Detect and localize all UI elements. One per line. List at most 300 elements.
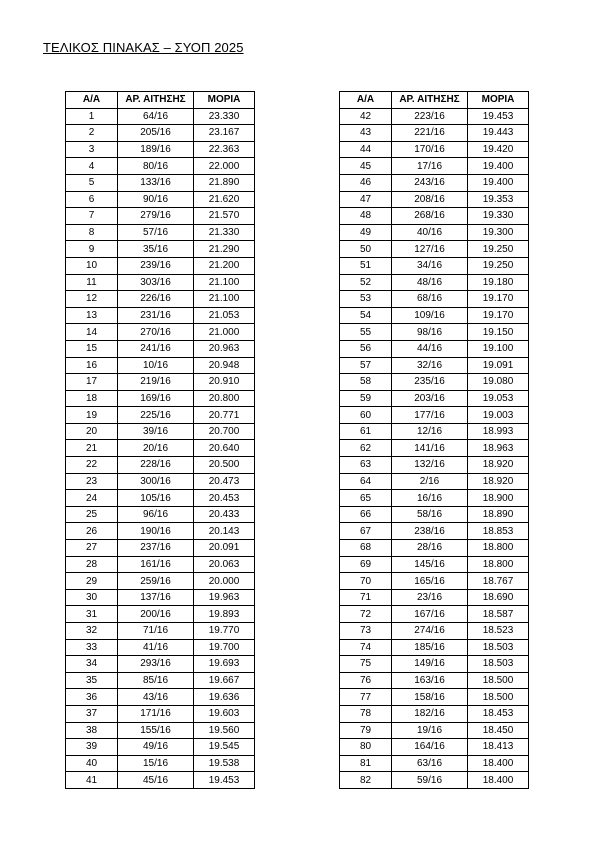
table-row [340,457,529,474]
cell-application-number: 32/16 [392,357,468,374]
cell-points: 19.091 [468,357,529,374]
cell-serial: 2 [66,125,118,142]
cell-points: 19.170 [468,307,529,324]
table-row [340,374,529,391]
cell-points: 18.920 [468,457,529,474]
cell-points: 18.767 [468,573,529,590]
cell-serial: 71 [340,589,392,606]
cell-serial: 38 [66,722,118,739]
cell-points: 18.453 [468,705,529,722]
cell-serial: 35 [66,672,118,689]
cell-application-number: 237/16 [118,540,194,557]
cell-application-number: 96/16 [118,506,194,523]
table-row [340,490,529,507]
cell-points: 19.003 [468,407,529,424]
cell-points: 20.640 [194,440,255,457]
cell-points: 19.453 [194,772,255,789]
cell-application-number: 49/16 [118,739,194,756]
cell-points: 21.330 [194,224,255,241]
cell-points: 20.063 [194,556,255,573]
cell-points: 19.700 [194,639,255,656]
cell-points: 18.853 [468,523,529,540]
cell-points: 19.770 [194,623,255,640]
cell-serial: 33 [66,639,118,656]
table-row [340,324,529,341]
table-row [66,357,255,374]
cell-serial: 43 [340,125,392,142]
cell-serial: 5 [66,174,118,191]
cell-application-number: 293/16 [118,656,194,673]
cell-points: 19.545 [194,739,255,756]
table-row [66,141,255,158]
cell-points: 19.893 [194,606,255,623]
cell-application-number: 90/16 [118,191,194,208]
cell-serial: 63 [340,457,392,474]
cell-application-number: 63/16 [392,755,468,772]
table-row [66,672,255,689]
cell-points: 23.167 [194,125,255,142]
cell-points: 18.800 [468,556,529,573]
table-row [340,506,529,523]
cell-points: 18.900 [468,490,529,507]
table-row [66,340,255,357]
cell-application-number: 2/16 [392,473,468,490]
table-row [66,556,255,573]
cell-points: 21.620 [194,191,255,208]
cell-points: 18.503 [468,656,529,673]
table-row [66,307,255,324]
cell-points: 18.503 [468,639,529,656]
cell-serial: 12 [66,291,118,308]
cell-serial: 56 [340,340,392,357]
cell-points: 20.771 [194,407,255,424]
table-row [340,340,529,357]
table-row [66,589,255,606]
cell-serial: 6 [66,191,118,208]
cell-serial: 14 [66,324,118,341]
cell-application-number: 225/16 [118,407,194,424]
table-row [66,291,255,308]
cell-points: 19.453 [468,108,529,125]
cell-serial: 40 [66,755,118,772]
table-row [340,423,529,440]
cell-application-number: 71/16 [118,623,194,640]
cell-points: 19.636 [194,689,255,706]
table-row [66,274,255,291]
cell-serial: 58 [340,374,392,391]
cell-points: 18.890 [468,506,529,523]
table-row [66,208,255,225]
header-row [340,92,529,109]
cell-application-number: 57/16 [118,224,194,241]
cell-application-number: 133/16 [118,174,194,191]
table-row [340,540,529,557]
cell-points: 21.053 [194,307,255,324]
cell-application-number: 189/16 [118,141,194,158]
cell-application-number: 226/16 [118,291,194,308]
table-row [66,440,255,457]
table-row [340,257,529,274]
cell-serial: 11 [66,274,118,291]
cell-application-number: 165/16 [392,573,468,590]
table-row [340,523,529,540]
cell-points: 20.143 [194,523,255,540]
table-row [340,705,529,722]
cell-serial: 27 [66,540,118,557]
cell-serial: 21 [66,440,118,457]
cell-serial: 29 [66,573,118,590]
cell-serial: 42 [340,108,392,125]
cell-serial: 44 [340,141,392,158]
table-row [66,158,255,175]
table-row [340,573,529,590]
cell-serial: 26 [66,523,118,540]
cell-points: 23.330 [194,108,255,125]
cell-serial: 37 [66,705,118,722]
cell-serial: 64 [340,473,392,490]
cell-serial: 15 [66,340,118,357]
cell-application-number: 48/16 [392,274,468,291]
cell-application-number: 203/16 [392,390,468,407]
cell-serial: 20 [66,423,118,440]
header-serial: Α/Α [66,92,118,109]
cell-application-number: 43/16 [118,689,194,706]
table-row [340,125,529,142]
table-row [66,523,255,540]
cell-serial: 81 [340,755,392,772]
cell-points: 20.473 [194,473,255,490]
table-row [340,158,529,175]
cell-points: 19.250 [468,241,529,258]
cell-points: 22.000 [194,158,255,175]
header-row [66,92,255,109]
table-row [340,307,529,324]
header-serial: Α/Α [340,92,392,109]
table-row [66,506,255,523]
cell-serial: 18 [66,390,118,407]
cell-serial: 34 [66,656,118,673]
cell-serial: 39 [66,739,118,756]
table-row [66,224,255,241]
cell-serial: 82 [340,772,392,789]
cell-points: 21.290 [194,241,255,258]
table-row [340,672,529,689]
cell-serial: 65 [340,490,392,507]
cell-points: 19.667 [194,672,255,689]
cell-points: 19.693 [194,656,255,673]
cell-application-number: 132/16 [392,457,468,474]
cell-points: 19.400 [468,174,529,191]
cell-application-number: 185/16 [392,639,468,656]
cell-application-number: 303/16 [118,274,194,291]
table-row [66,623,255,640]
cell-serial: 78 [340,705,392,722]
cell-application-number: 137/16 [118,589,194,606]
cell-points: 19.330 [468,208,529,225]
cell-application-number: 149/16 [392,656,468,673]
cell-serial: 73 [340,623,392,640]
cell-points: 19.100 [468,340,529,357]
table-row [66,739,255,756]
table-row [340,208,529,225]
header-application-number: ΑΡ. ΑΙΤΗΣΗΣ [118,92,194,109]
cell-points: 19.420 [468,141,529,158]
results-table-right [339,91,529,789]
table-row [340,141,529,158]
table-row [66,573,255,590]
cell-points: 19.400 [468,158,529,175]
table-row [340,191,529,208]
cell-points: 18.523 [468,623,529,640]
table-row [340,639,529,656]
cell-application-number: 98/16 [392,324,468,341]
cell-points: 20.800 [194,390,255,407]
cell-application-number: 205/16 [118,125,194,142]
cell-points: 18.963 [468,440,529,457]
table-row [340,174,529,191]
cell-serial: 16 [66,357,118,374]
table-row [66,722,255,739]
cell-serial: 49 [340,224,392,241]
cell-serial: 59 [340,390,392,407]
cell-points: 20.453 [194,490,255,507]
table-row [66,473,255,490]
cell-serial: 62 [340,440,392,457]
cell-points: 20.910 [194,374,255,391]
cell-application-number: 23/16 [392,589,468,606]
cell-application-number: 300/16 [118,473,194,490]
table-row [66,639,255,656]
cell-application-number: 170/16 [392,141,468,158]
cell-serial: 80 [340,739,392,756]
table-row [340,689,529,706]
cell-points: 18.450 [468,722,529,739]
cell-serial: 25 [66,506,118,523]
cell-points: 19.538 [194,755,255,772]
cell-serial: 75 [340,656,392,673]
cell-serial: 30 [66,589,118,606]
cell-serial: 4 [66,158,118,175]
cell-application-number: 145/16 [392,556,468,573]
cell-application-number: 279/16 [118,208,194,225]
cell-serial: 24 [66,490,118,507]
cell-points: 19.180 [468,274,529,291]
cell-points: 22.363 [194,141,255,158]
cell-serial: 10 [66,257,118,274]
table-row [340,291,529,308]
cell-points: 21.570 [194,208,255,225]
cell-application-number: 239/16 [118,257,194,274]
table-row [66,324,255,341]
table-row [340,556,529,573]
table-row [340,772,529,789]
cell-application-number: 141/16 [392,440,468,457]
cell-application-number: 243/16 [392,174,468,191]
cell-application-number: 182/16 [392,705,468,722]
cell-application-number: 109/16 [392,307,468,324]
cell-application-number: 167/16 [392,606,468,623]
cell-points: 18.800 [468,540,529,557]
table-row [66,606,255,623]
cell-application-number: 155/16 [118,722,194,739]
cell-application-number: 163/16 [392,672,468,689]
cell-application-number: 221/16 [392,125,468,142]
cell-points: 19.053 [468,390,529,407]
table-row [66,490,255,507]
table-row [66,108,255,125]
cell-points: 20.963 [194,340,255,357]
cell-application-number: 158/16 [392,689,468,706]
cell-points: 20.433 [194,506,255,523]
cell-application-number: 40/16 [392,224,468,241]
table-row [66,407,255,424]
header-points: ΜΟΡΙΑ [468,92,529,109]
table-row [340,440,529,457]
cell-application-number: 19/16 [392,722,468,739]
cell-application-number: 231/16 [118,307,194,324]
cell-serial: 22 [66,457,118,474]
cell-application-number: 259/16 [118,573,194,590]
cell-points: 18.587 [468,606,529,623]
cell-serial: 7 [66,208,118,225]
cell-serial: 28 [66,556,118,573]
cell-serial: 36 [66,689,118,706]
table-row [66,656,255,673]
cell-points: 19.560 [194,722,255,739]
cell-serial: 53 [340,291,392,308]
cell-serial: 19 [66,407,118,424]
cell-application-number: 238/16 [392,523,468,540]
table-row [340,390,529,407]
cell-points: 21.000 [194,324,255,341]
cell-application-number: 12/16 [392,423,468,440]
cell-serial: 52 [340,274,392,291]
cell-application-number: 235/16 [392,374,468,391]
table-row [340,357,529,374]
cell-serial: 60 [340,407,392,424]
cell-serial: 57 [340,357,392,374]
cell-application-number: 171/16 [118,705,194,722]
table-row [66,257,255,274]
cell-serial: 69 [340,556,392,573]
cell-application-number: 127/16 [392,241,468,258]
cell-application-number: 20/16 [118,440,194,457]
cell-application-number: 274/16 [392,623,468,640]
table-row [66,390,255,407]
cell-application-number: 169/16 [118,390,194,407]
cell-application-number: 17/16 [392,158,468,175]
cell-application-number: 10/16 [118,357,194,374]
cell-application-number: 223/16 [392,108,468,125]
cell-application-number: 39/16 [118,423,194,440]
table-row [66,705,255,722]
cell-points: 19.963 [194,589,255,606]
cell-points: 18.993 [468,423,529,440]
table-row [66,374,255,391]
cell-points: 18.400 [468,755,529,772]
cell-serial: 54 [340,307,392,324]
cell-points: 20.500 [194,457,255,474]
cell-points: 18.413 [468,739,529,756]
cell-serial: 61 [340,423,392,440]
cell-application-number: 64/16 [118,108,194,125]
cell-points: 18.690 [468,589,529,606]
cell-serial: 45 [340,158,392,175]
cell-application-number: 190/16 [118,523,194,540]
cell-serial: 13 [66,307,118,324]
cell-application-number: 34/16 [392,257,468,274]
table-row [66,191,255,208]
cell-serial: 46 [340,174,392,191]
cell-serial: 79 [340,722,392,739]
cell-serial: 66 [340,506,392,523]
header-application-number: ΑΡ. ΑΙΤΗΣΗΣ [392,92,468,109]
cell-application-number: 208/16 [392,191,468,208]
cell-serial: 51 [340,257,392,274]
table-row [340,473,529,490]
cell-points: 19.300 [468,224,529,241]
cell-points: 19.080 [468,374,529,391]
table-row [340,407,529,424]
header-points: ΜΟΡΙΑ [194,92,255,109]
cell-serial: 55 [340,324,392,341]
table-row [340,606,529,623]
cell-application-number: 200/16 [118,606,194,623]
cell-application-number: 68/16 [392,291,468,308]
cell-application-number: 270/16 [118,324,194,341]
cell-application-number: 44/16 [392,340,468,357]
table-row [66,457,255,474]
table-row [340,722,529,739]
table-row [340,108,529,125]
table-row [340,656,529,673]
cell-points: 19.443 [468,125,529,142]
cell-application-number: 80/16 [118,158,194,175]
table-row [66,772,255,789]
table-row [340,241,529,258]
cell-application-number: 268/16 [392,208,468,225]
cell-serial: 47 [340,191,392,208]
cell-serial: 32 [66,623,118,640]
table-row [66,125,255,142]
cell-serial: 1 [66,108,118,125]
cell-application-number: 105/16 [118,490,194,507]
cell-application-number: 161/16 [118,556,194,573]
cell-serial: 70 [340,573,392,590]
cell-application-number: 58/16 [392,506,468,523]
cell-points: 20.000 [194,573,255,590]
table-row [66,174,255,191]
cell-points: 18.920 [468,473,529,490]
cell-points: 21.200 [194,257,255,274]
cell-points: 21.100 [194,291,255,308]
cell-serial: 67 [340,523,392,540]
cell-serial: 72 [340,606,392,623]
cell-application-number: 35/16 [118,241,194,258]
table-row [66,241,255,258]
cell-points: 18.500 [468,689,529,706]
cell-application-number: 28/16 [392,540,468,557]
cell-points: 21.890 [194,174,255,191]
cell-serial: 8 [66,224,118,241]
cell-points: 19.250 [468,257,529,274]
cell-points: 20.700 [194,423,255,440]
table-row [340,623,529,640]
table-row [340,739,529,756]
cell-serial: 77 [340,689,392,706]
cell-serial: 41 [66,772,118,789]
table-row [340,589,529,606]
